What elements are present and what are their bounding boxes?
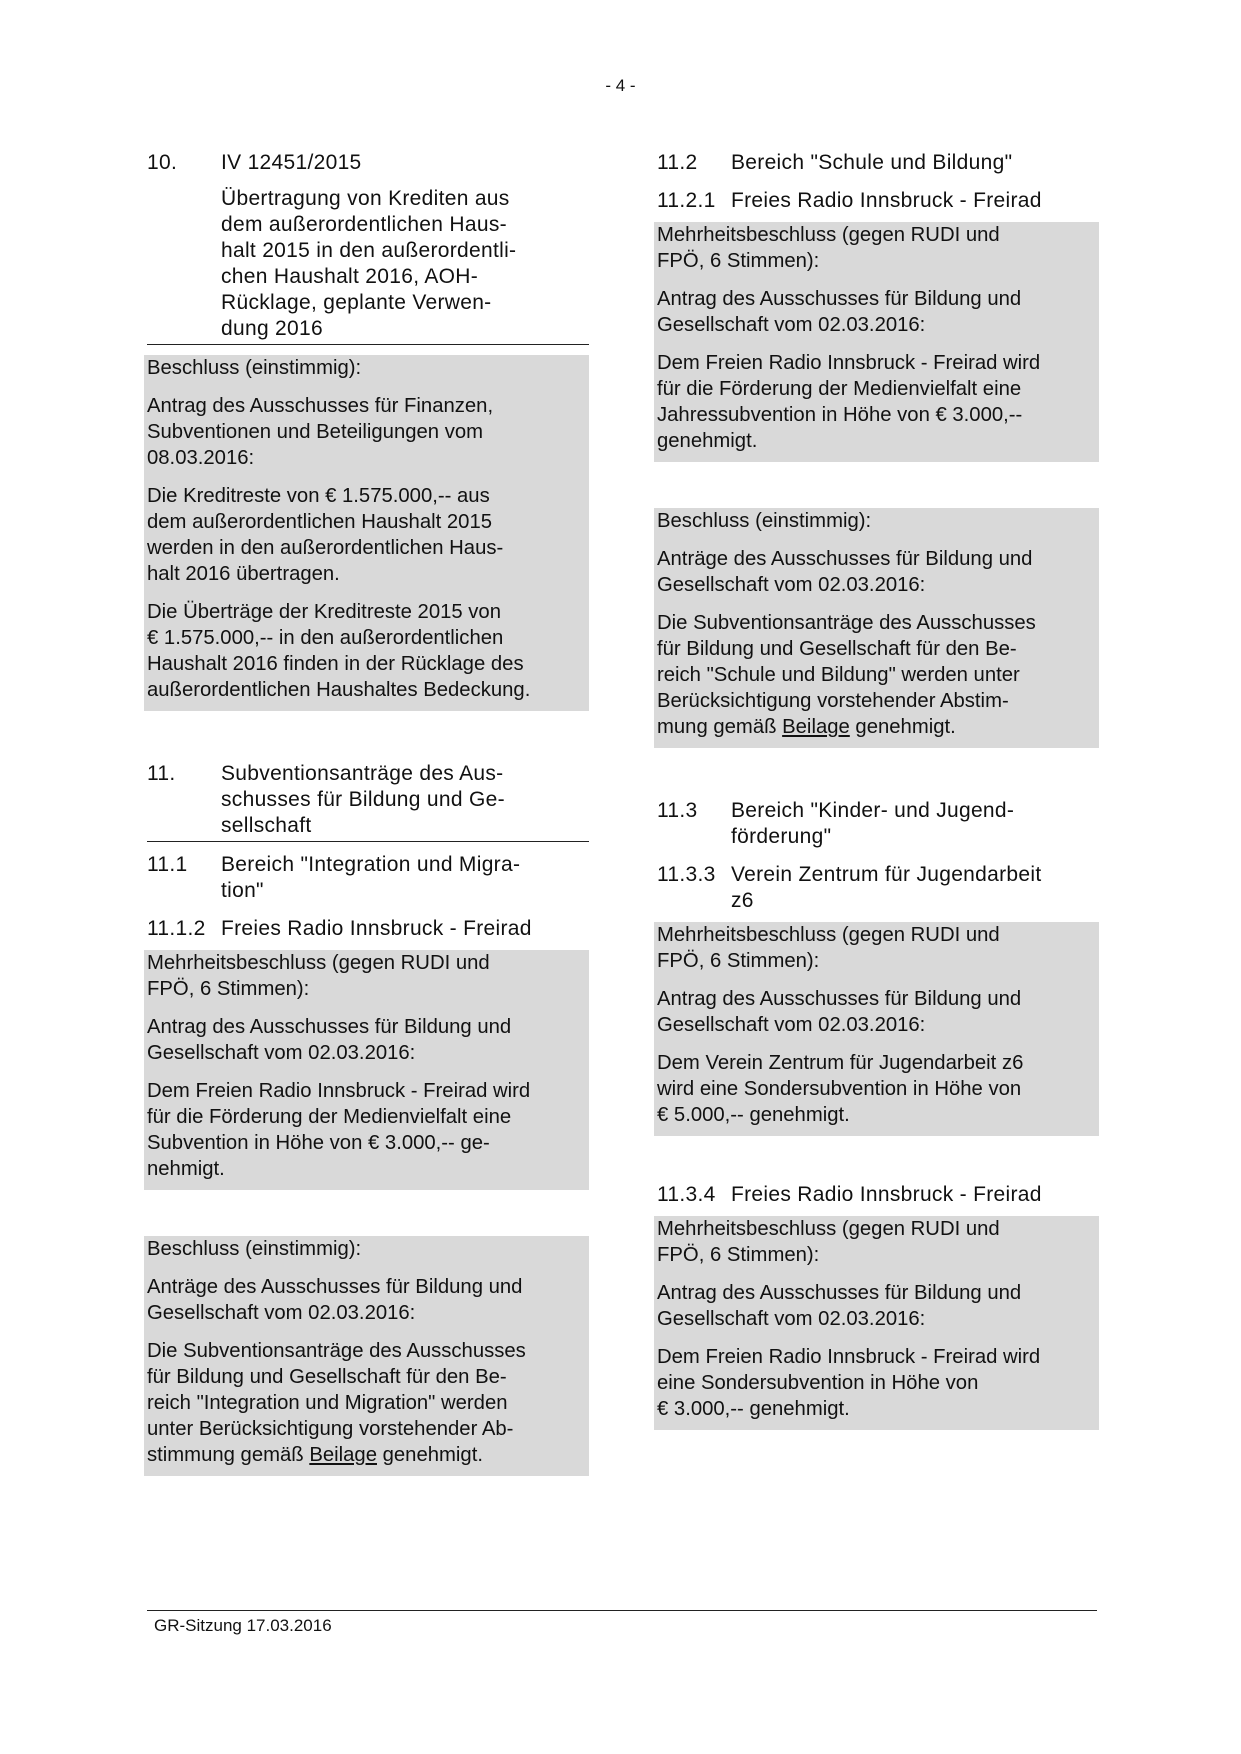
page-footer bbox=[147, 1610, 1097, 1637]
beilage-link[interactable]: Beilage bbox=[309, 1444, 377, 1466]
decision-label: Beschluss (einstimmig): bbox=[147, 357, 362, 379]
title-line: dem außerordentlichen Haus- bbox=[221, 213, 507, 236]
section-title: Bereich "Kinder- und Jugend- förderung" bbox=[731, 799, 1015, 848]
title-line: Subventionsanträge des Aus- bbox=[221, 762, 504, 785]
section-11-3-4-decision-box bbox=[654, 1216, 1099, 1430]
section-11-3-3-decision-box bbox=[654, 922, 1099, 1136]
section-title: Verein Zentrum für Jugendarbeit z6 bbox=[731, 863, 1042, 912]
item-11-header bbox=[147, 761, 589, 842]
section-title: Bereich "Schule und Bildung" bbox=[731, 151, 1013, 174]
resolution-text: Die Subventionsanträge des Ausschusses für Bildung und Gesellschaft für den Be- reich "Schule und Bildung" werden unter Berücksichtigung vorstehender Abstim- mung gemäß Beilage genehmigt. bbox=[657, 612, 1036, 738]
title-line: chen Haushalt 2016, AOH- bbox=[221, 265, 479, 288]
decision-label: Beschluss (einstimmig): bbox=[147, 1238, 362, 1260]
resolution-text: Die Überträge der Kreditreste 2015 von € 1.575.000,-- in den außerordentlichen Haushalt 2016 finden in der Rücklage des außerordentlichen Haushaltes Bedeckung. bbox=[147, 601, 531, 701]
motion-text: Anträge des Ausschusses für Bildung und Gesellschaft vom 02.03.2016: bbox=[147, 1276, 523, 1324]
section-number: 11.3.3 bbox=[657, 863, 716, 886]
section-11-2-1-heading bbox=[657, 188, 1099, 214]
decision-label: Beschluss (einstimmig): bbox=[657, 510, 872, 532]
item-11-number: 11. bbox=[147, 762, 176, 785]
section-number: 11.1.2 bbox=[147, 917, 206, 940]
section-title: Freies Radio Innsbruck - Freirad bbox=[731, 1183, 1042, 1206]
item-10-ref: IV 12451/2015 bbox=[221, 151, 362, 174]
page-number: - 4 - bbox=[605, 76, 636, 95]
resolution-text: Dem Verein Zentrum für Jugendarbeit z6 wird eine Sondersubvention in Höhe von € 5.000,-- genehmigt. bbox=[657, 1052, 1024, 1126]
section-title: Bereich "Integration und Migra- tion" bbox=[221, 853, 521, 902]
resolution-text: Dem Freien Radio Innsbruck - Freirad wird für die Förderung der Medienvielfalt eine Jahressubvention in Höhe von € 3.000,-- genehmigt. bbox=[657, 352, 1041, 452]
section-title: Freies Radio Innsbruck - Freirad bbox=[221, 917, 532, 940]
footer-text: GR-Sitzung 17.03.2016 bbox=[154, 1616, 332, 1635]
title-line: halt 2015 in den außerordentli- bbox=[221, 239, 517, 262]
resolution-text: Dem Freien Radio Innsbruck - Freirad wird eine Sondersubvention in Höhe von € 3.000,-- genehmigt. bbox=[657, 1346, 1041, 1420]
decision-label: Mehrheitsbeschluss (gegen RUDI und FPÖ, 6 Stimmen): bbox=[147, 952, 490, 1000]
section-11-1-2-heading bbox=[147, 916, 589, 942]
decision-label: Mehrheitsbeschluss (gegen RUDI und FPÖ, 6 Stimmen): bbox=[657, 924, 1000, 972]
title-line: Rücklage, geplante Verwen- bbox=[221, 291, 492, 314]
section-11-2-heading bbox=[657, 150, 1099, 176]
section-11-2-1-decision-box bbox=[654, 222, 1099, 462]
section-number: 11.2 bbox=[657, 151, 698, 174]
item-10-decision-box bbox=[144, 355, 589, 711]
motion-text: Anträge des Ausschusses für Bildung und Gesellschaft vom 02.03.2016: bbox=[657, 548, 1033, 596]
section-11-3-heading bbox=[657, 798, 1099, 850]
title-line: Übertragung von Krediten aus bbox=[221, 187, 510, 210]
section-11-3-3-heading bbox=[657, 862, 1099, 914]
section-number: 11.1 bbox=[147, 853, 188, 876]
section-11-1-summary-box bbox=[144, 1236, 589, 1476]
section-11-1-heading bbox=[147, 852, 589, 904]
section-number: 11.2.1 bbox=[657, 189, 716, 212]
item-11-title bbox=[221, 761, 589, 839]
motion-text: Antrag des Ausschusses für Bildung und Gesellschaft vom 02.03.2016: bbox=[657, 288, 1022, 336]
motion-text: Antrag des Ausschusses für Bildung und Gesellschaft vom 02.03.2016: bbox=[657, 988, 1022, 1036]
motion-text: Antrag des Ausschusses für Bildung und Gesellschaft vom 02.03.2016: bbox=[147, 1016, 512, 1064]
motion-text: Antrag des Ausschusses für Bildung und Gesellschaft vom 02.03.2016: bbox=[657, 1282, 1022, 1330]
item-10-number: 10. bbox=[147, 151, 178, 174]
item-10-header bbox=[147, 150, 589, 176]
section-number: 11.3 bbox=[657, 799, 698, 822]
title-line: dung 2016 bbox=[221, 317, 323, 340]
motion-text: Antrag des Ausschusses für Finanzen, Subventionen und Beteiligungen vom 08.03.2016: bbox=[147, 395, 494, 469]
decision-label: Mehrheitsbeschluss (gegen RUDI und FPÖ, 6 Stimmen): bbox=[657, 1218, 1000, 1266]
section-number: 11.3.4 bbox=[657, 1183, 716, 1206]
decision-label: Mehrheitsbeschluss (gegen RUDI und FPÖ, 6 Stimmen): bbox=[657, 224, 1000, 272]
item-10-title bbox=[147, 186, 589, 345]
resolution-text: Dem Freien Radio Innsbruck - Freirad wird für die Förderung der Medienvielfalt eine Subvention in Höhe von € 3.000,-- ge- nehmigt. bbox=[147, 1080, 531, 1180]
section-11-2-summary-box bbox=[654, 508, 1099, 748]
item-10-title-text bbox=[221, 186, 589, 342]
right-column bbox=[657, 150, 1099, 1430]
left-column bbox=[147, 150, 589, 1476]
title-line: schusses für Bildung und Ge- bbox=[221, 788, 505, 811]
beilage-link[interactable]: Beilage bbox=[782, 716, 850, 738]
resolution-text: Die Kreditreste von € 1.575.000,-- aus dem außerordentlichen Haushalt 2015 werden in den außerordentlichen Haus- halt 2016 übertragen. bbox=[147, 485, 504, 585]
title-line: sellschaft bbox=[221, 814, 312, 837]
section-11-1-2-decision-box bbox=[144, 950, 589, 1190]
section-11-3-4-heading bbox=[657, 1182, 1099, 1208]
section-title: Freies Radio Innsbruck - Freirad bbox=[731, 189, 1042, 212]
resolution-text: Die Subventionsanträge des Ausschusses für Bildung und Gesellschaft für den Be- reich "Integration und Migration" werden unter Berücksichtigung vorstehender Ab- stimmung gemäß Beilage genehmigt. bbox=[147, 1340, 526, 1466]
